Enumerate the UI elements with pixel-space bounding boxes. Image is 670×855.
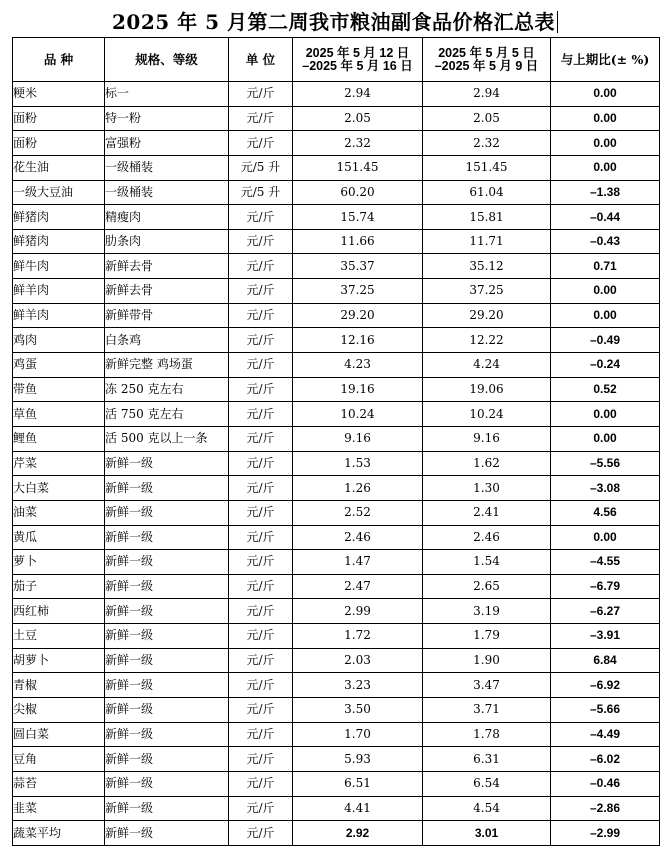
cell-current-price: 5.93 bbox=[293, 747, 423, 772]
cell-unit: 元/斤 bbox=[229, 796, 293, 821]
table-row bbox=[13, 328, 660, 353]
cell-spec-grade: 新鲜一级 bbox=[105, 599, 229, 624]
cell-spec-grade: 白条鸡 bbox=[105, 328, 229, 353]
cell-current-price: 2.52 bbox=[293, 500, 423, 525]
cell-change-percent: –1.38 bbox=[551, 180, 660, 205]
cell-product-name: 胡萝卜 bbox=[13, 648, 105, 673]
cell-unit: 元/斤 bbox=[229, 821, 293, 846]
cell-current-price: 9.16 bbox=[293, 426, 423, 451]
cell-unit: 元/斤 bbox=[229, 451, 293, 476]
cell-product-name: 萝卜 bbox=[13, 550, 105, 575]
cell-spec-grade: 新鲜去骨 bbox=[105, 254, 229, 279]
cell-change-percent: –2.86 bbox=[551, 796, 660, 821]
cell-previous-price: 2.65 bbox=[423, 574, 551, 599]
cell-unit: 元/斤 bbox=[229, 229, 293, 254]
cell-spec-grade: 一级桶装 bbox=[105, 180, 229, 205]
cell-current-price: 2.46 bbox=[293, 525, 423, 550]
table-row bbox=[13, 402, 660, 427]
cell-unit: 元/斤 bbox=[229, 624, 293, 649]
table-row bbox=[13, 279, 660, 304]
cell-unit: 元/斤 bbox=[229, 550, 293, 575]
table-row bbox=[13, 550, 660, 575]
cell-unit: 元/斤 bbox=[229, 328, 293, 353]
cell-product-name: 鲜猪肉 bbox=[13, 229, 105, 254]
cell-spec-grade: 新鲜一级 bbox=[105, 698, 229, 723]
table-row bbox=[13, 229, 660, 254]
cell-previous-price: 6.31 bbox=[423, 747, 551, 772]
cell-change-percent: –4.55 bbox=[551, 550, 660, 575]
header-current-period bbox=[293, 38, 423, 82]
cell-spec-grade: 新鲜一级 bbox=[105, 574, 229, 599]
table-row bbox=[13, 180, 660, 205]
cell-product-name: 豆角 bbox=[13, 747, 105, 772]
cell-previous-price: 1.78 bbox=[423, 722, 551, 747]
cell-product-name: 圆白菜 bbox=[13, 722, 105, 747]
table-row bbox=[13, 673, 660, 698]
cell-product-name: 鲜羊肉 bbox=[13, 303, 105, 328]
cell-current-price: 12.16 bbox=[293, 328, 423, 353]
cell-change-percent: –6.27 bbox=[551, 599, 660, 624]
cell-unit: 元/斤 bbox=[229, 402, 293, 427]
cell-previous-price: 6.54 bbox=[423, 771, 551, 796]
cell-product-name: 尖椒 bbox=[13, 698, 105, 723]
table-row bbox=[13, 747, 660, 772]
cell-unit: 元/斤 bbox=[229, 648, 293, 673]
cell-change-percent: –5.66 bbox=[551, 698, 660, 723]
cell-unit: 元/斤 bbox=[229, 574, 293, 599]
cell-product-name: 蒜苔 bbox=[13, 771, 105, 796]
cell-current-price: 15.74 bbox=[293, 205, 423, 230]
cell-current-price: 19.16 bbox=[293, 377, 423, 402]
table-row bbox=[13, 599, 660, 624]
cell-product-name: 草鱼 bbox=[13, 402, 105, 427]
cell-spec-grade: 新鲜完整 鸡场蛋 bbox=[105, 353, 229, 378]
cell-spec-grade: 冻 250 克左右 bbox=[105, 377, 229, 402]
cell-unit: 元/斤 bbox=[229, 205, 293, 230]
cell-product-name: 黄瓜 bbox=[13, 525, 105, 550]
cell-current-price: 10.24 bbox=[293, 402, 423, 427]
cell-spec-grade: 标一 bbox=[105, 82, 229, 107]
cell-previous-price: 19.06 bbox=[423, 377, 551, 402]
cell-previous-price: 29.20 bbox=[423, 303, 551, 328]
cell-current-price: 11.66 bbox=[293, 229, 423, 254]
cell-product-name: 一级大豆油 bbox=[13, 180, 105, 205]
cell-current-price: 2.94 bbox=[293, 82, 423, 107]
cell-product-name: 油菜 bbox=[13, 500, 105, 525]
cell-change-percent: –0.49 bbox=[551, 328, 660, 353]
cell-previous-price: 1.79 bbox=[423, 624, 551, 649]
cell-product-name: 带鱼 bbox=[13, 377, 105, 402]
cell-unit: 元/斤 bbox=[229, 525, 293, 550]
cell-spec-grade: 新鲜一级 bbox=[105, 476, 229, 501]
cell-change-percent: 0.00 bbox=[551, 131, 660, 156]
table-row bbox=[13, 821, 660, 846]
cell-change-percent: –0.44 bbox=[551, 205, 660, 230]
cell-current-price: 2.99 bbox=[293, 599, 423, 624]
cell-product-name: 鸡蛋 bbox=[13, 353, 105, 378]
cell-current-price: 3.23 bbox=[293, 673, 423, 698]
cell-previous-price: 9.16 bbox=[423, 426, 551, 451]
cell-spec-grade: 新鲜一级 bbox=[105, 821, 229, 846]
cell-unit: 元/斤 bbox=[229, 426, 293, 451]
cell-previous-price: 2.32 bbox=[423, 131, 551, 156]
cell-previous-price: 2.41 bbox=[423, 500, 551, 525]
cell-spec-grade: 新鲜一级 bbox=[105, 673, 229, 698]
cell-unit: 元/斤 bbox=[229, 377, 293, 402]
cell-spec-grade: 活 500 克以上一条 bbox=[105, 426, 229, 451]
cell-change-percent: 6.84 bbox=[551, 648, 660, 673]
cell-spec-grade: 肋条肉 bbox=[105, 229, 229, 254]
header-name: 品 种 bbox=[13, 38, 105, 82]
cell-current-price: 2.32 bbox=[293, 131, 423, 156]
cell-spec-grade: 新鲜一级 bbox=[105, 624, 229, 649]
cell-product-name: 鲤鱼 bbox=[13, 426, 105, 451]
cell-current-price: 4.23 bbox=[293, 353, 423, 378]
cell-current-price: 2.03 bbox=[293, 648, 423, 673]
cell-previous-price: 4.54 bbox=[423, 796, 551, 821]
cell-previous-price: 4.24 bbox=[423, 353, 551, 378]
cell-spec-grade: 新鲜带骨 bbox=[105, 303, 229, 328]
cell-product-name: 花生油 bbox=[13, 155, 105, 180]
cell-change-percent: 0.00 bbox=[551, 279, 660, 304]
cell-product-name: 面粉 bbox=[13, 106, 105, 131]
table-row bbox=[13, 426, 660, 451]
cell-spec-grade: 新鲜一级 bbox=[105, 796, 229, 821]
cell-unit: 元/斤 bbox=[229, 131, 293, 156]
table-row bbox=[13, 648, 660, 673]
table-row bbox=[13, 205, 660, 230]
price-table bbox=[12, 37, 660, 846]
cell-spec-grade: 富强粉 bbox=[105, 131, 229, 156]
cell-unit: 元/斤 bbox=[229, 698, 293, 723]
cell-product-name: 茄子 bbox=[13, 574, 105, 599]
text-cursor bbox=[557, 11, 558, 33]
cell-spec-grade: 新鲜一级 bbox=[105, 771, 229, 796]
cell-product-name: 鲜牛肉 bbox=[13, 254, 105, 279]
table-row bbox=[13, 771, 660, 796]
cell-current-price: 37.25 bbox=[293, 279, 423, 304]
cell-change-percent: –3.91 bbox=[551, 624, 660, 649]
cell-previous-price: 1.30 bbox=[423, 476, 551, 501]
header-row bbox=[13, 38, 660, 82]
cell-unit: 元/斤 bbox=[229, 353, 293, 378]
cell-unit: 元/斤 bbox=[229, 771, 293, 796]
header-current-start: 2025 年 5 月 12 日 bbox=[305, 45, 410, 60]
table-row bbox=[13, 155, 660, 180]
table-row bbox=[13, 82, 660, 107]
cell-change-percent: 0.00 bbox=[551, 525, 660, 550]
cell-spec-grade: 精瘦肉 bbox=[105, 205, 229, 230]
cell-previous-price: 10.24 bbox=[423, 402, 551, 427]
cell-current-price: 6.51 bbox=[293, 771, 423, 796]
cell-spec-grade: 活 750 克左右 bbox=[105, 402, 229, 427]
cell-previous-price: 35.12 bbox=[423, 254, 551, 279]
cell-current-price: 1.53 bbox=[293, 451, 423, 476]
cell-current-price: 35.37 bbox=[293, 254, 423, 279]
cell-product-name: 韭菜 bbox=[13, 796, 105, 821]
table-row bbox=[13, 525, 660, 550]
cell-change-percent: –0.43 bbox=[551, 229, 660, 254]
cell-unit: 元/斤 bbox=[229, 500, 293, 525]
header-previous-end: –2025 年 5 月 9 日 bbox=[434, 58, 539, 73]
cell-product-name: 西红柿 bbox=[13, 599, 105, 624]
cell-unit: 元/斤 bbox=[229, 82, 293, 107]
table-row bbox=[13, 796, 660, 821]
cell-spec-grade: 新鲜一级 bbox=[105, 500, 229, 525]
cell-change-percent: –0.24 bbox=[551, 353, 660, 378]
table-row bbox=[13, 131, 660, 156]
cell-product-name: 鲜羊肉 bbox=[13, 279, 105, 304]
table-row bbox=[13, 476, 660, 501]
table-row bbox=[13, 574, 660, 599]
cell-unit: 元/5 升 bbox=[229, 180, 293, 205]
page-title-text: 2025 年 5 月第二周我市粮油副食品价格汇总表 bbox=[112, 10, 555, 34]
cell-change-percent: –3.08 bbox=[551, 476, 660, 501]
cell-change-percent: –6.02 bbox=[551, 747, 660, 772]
cell-previous-price: 3.71 bbox=[423, 698, 551, 723]
cell-spec-grade: 新鲜一级 bbox=[105, 451, 229, 476]
cell-change-percent: 0.52 bbox=[551, 377, 660, 402]
cell-current-price: 4.41 bbox=[293, 796, 423, 821]
cell-change-percent: 0.00 bbox=[551, 426, 660, 451]
cell-spec-grade: 新鲜一级 bbox=[105, 648, 229, 673]
table-row bbox=[13, 722, 660, 747]
cell-unit: 元/5 升 bbox=[229, 155, 293, 180]
header-current-end: –2025 年 5 月 16 日 bbox=[302, 58, 413, 73]
cell-previous-price: 2.94 bbox=[423, 82, 551, 107]
cell-change-percent: –0.46 bbox=[551, 771, 660, 796]
table-row bbox=[13, 624, 660, 649]
cell-change-percent: 0.00 bbox=[551, 303, 660, 328]
cell-spec-grade: 新鲜一级 bbox=[105, 550, 229, 575]
cell-unit: 元/斤 bbox=[229, 673, 293, 698]
cell-current-price: 2.05 bbox=[293, 106, 423, 131]
cell-current-price: 1.47 bbox=[293, 550, 423, 575]
header-unit: 单 位 bbox=[229, 38, 293, 82]
cell-current-price: 2.92 bbox=[293, 821, 423, 846]
cell-change-percent: 0.00 bbox=[551, 155, 660, 180]
cell-change-percent: 4.56 bbox=[551, 500, 660, 525]
cell-spec-grade: 新鲜去骨 bbox=[105, 279, 229, 304]
cell-previous-price: 1.90 bbox=[423, 648, 551, 673]
cell-previous-price: 15.81 bbox=[423, 205, 551, 230]
cell-change-percent: 0.00 bbox=[551, 402, 660, 427]
cell-previous-price: 3.47 bbox=[423, 673, 551, 698]
cell-product-name: 鲜猪肉 bbox=[13, 205, 105, 230]
cell-current-price: 2.47 bbox=[293, 574, 423, 599]
table-row bbox=[13, 303, 660, 328]
page-title bbox=[0, 6, 670, 36]
cell-change-percent: 0.71 bbox=[551, 254, 660, 279]
cell-change-percent: 0.00 bbox=[551, 106, 660, 131]
cell-current-price: 1.26 bbox=[293, 476, 423, 501]
cell-current-price: 29.20 bbox=[293, 303, 423, 328]
cell-current-price: 1.72 bbox=[293, 624, 423, 649]
cell-product-name: 土豆 bbox=[13, 624, 105, 649]
cell-spec-grade: 新鲜一级 bbox=[105, 722, 229, 747]
cell-previous-price: 11.71 bbox=[423, 229, 551, 254]
cell-unit: 元/斤 bbox=[229, 476, 293, 501]
cell-change-percent: –5.56 bbox=[551, 451, 660, 476]
cell-current-price: 1.70 bbox=[293, 722, 423, 747]
cell-spec-grade: 特一粉 bbox=[105, 106, 229, 131]
header-spec: 规格、等级 bbox=[105, 38, 229, 82]
cell-spec-grade: 新鲜一级 bbox=[105, 747, 229, 772]
header-previous-period bbox=[423, 38, 551, 82]
header-change: 与上期比(± %) bbox=[551, 38, 660, 82]
cell-change-percent: –2.99 bbox=[551, 821, 660, 846]
cell-change-percent: –6.92 bbox=[551, 673, 660, 698]
cell-previous-price: 3.01 bbox=[423, 821, 551, 846]
cell-change-percent: –6.79 bbox=[551, 574, 660, 599]
table-row bbox=[13, 353, 660, 378]
table-row bbox=[13, 698, 660, 723]
cell-previous-price: 151.45 bbox=[423, 155, 551, 180]
table-row bbox=[13, 254, 660, 279]
table-row bbox=[13, 106, 660, 131]
cell-product-name: 鸡肉 bbox=[13, 328, 105, 353]
cell-previous-price: 3.19 bbox=[423, 599, 551, 624]
cell-current-price: 60.20 bbox=[293, 180, 423, 205]
cell-previous-price: 2.05 bbox=[423, 106, 551, 131]
header-previous-start: 2025 年 5 月 5 日 bbox=[438, 45, 535, 60]
cell-previous-price: 1.62 bbox=[423, 451, 551, 476]
cell-product-name: 粳米 bbox=[13, 82, 105, 107]
table-row bbox=[13, 377, 660, 402]
cell-change-percent: –4.49 bbox=[551, 722, 660, 747]
cell-product-name: 面粉 bbox=[13, 131, 105, 156]
cell-change-percent: 0.00 bbox=[551, 82, 660, 107]
cell-previous-price: 2.46 bbox=[423, 525, 551, 550]
cell-previous-price: 12.22 bbox=[423, 328, 551, 353]
cell-unit: 元/斤 bbox=[229, 106, 293, 131]
cell-current-price: 3.50 bbox=[293, 698, 423, 723]
cell-spec-grade: 新鲜一级 bbox=[105, 525, 229, 550]
cell-unit: 元/斤 bbox=[229, 254, 293, 279]
table-row bbox=[13, 500, 660, 525]
cell-current-price: 151.45 bbox=[293, 155, 423, 180]
cell-previous-price: 1.54 bbox=[423, 550, 551, 575]
cell-unit: 元/斤 bbox=[229, 599, 293, 624]
cell-product-name: 芹菜 bbox=[13, 451, 105, 476]
cell-unit: 元/斤 bbox=[229, 303, 293, 328]
cell-product-name: 青椒 bbox=[13, 673, 105, 698]
cell-previous-price: 37.25 bbox=[423, 279, 551, 304]
cell-spec-grade: 一级桶装 bbox=[105, 155, 229, 180]
cell-previous-price: 61.04 bbox=[423, 180, 551, 205]
cell-unit: 元/斤 bbox=[229, 279, 293, 304]
table-row bbox=[13, 451, 660, 476]
cell-product-name: 大白菜 bbox=[13, 476, 105, 501]
cell-unit: 元/斤 bbox=[229, 747, 293, 772]
cell-product-name: 蔬菜平均 bbox=[13, 821, 105, 846]
cell-unit: 元/斤 bbox=[229, 722, 293, 747]
